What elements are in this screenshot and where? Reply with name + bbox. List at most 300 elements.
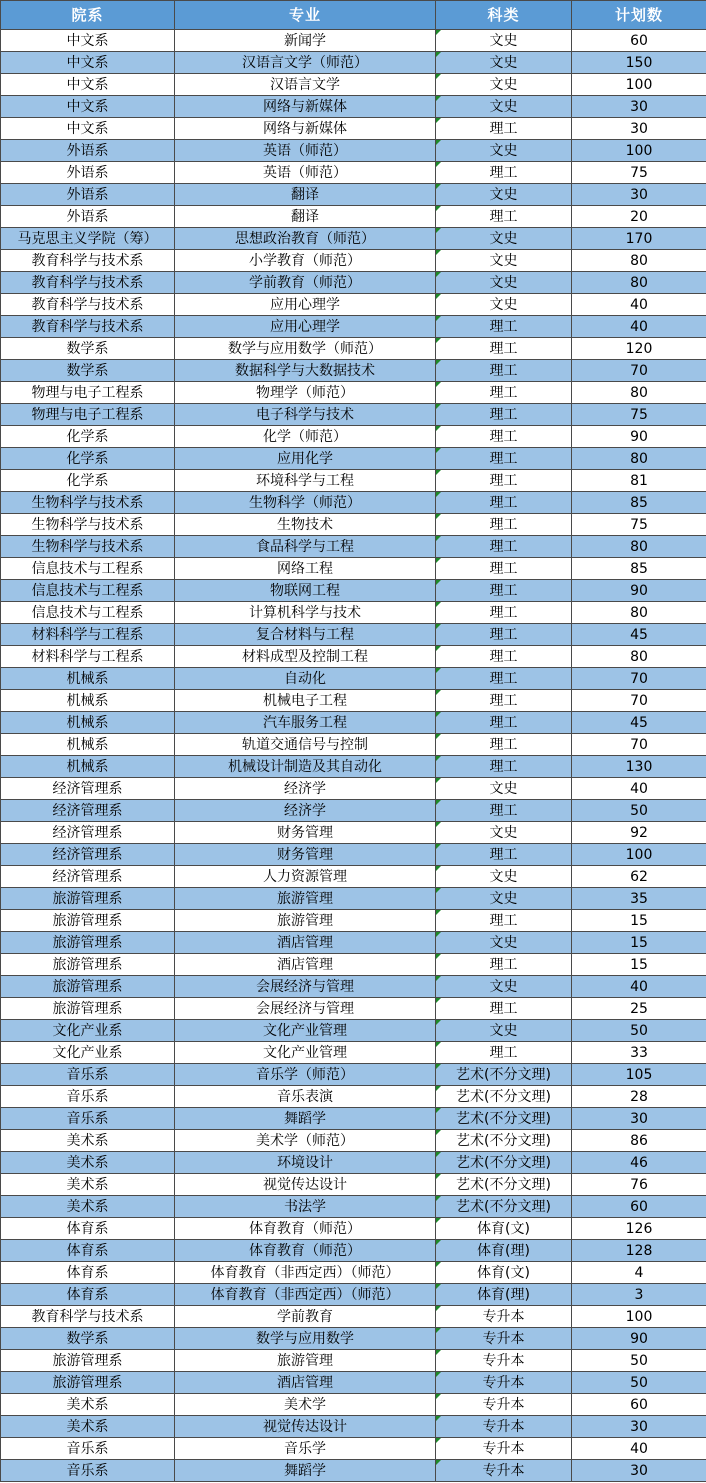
cell-category[interactable] — [436, 1416, 572, 1438]
cell-quota[interactable]: 15 — [572, 932, 706, 954]
cell-category[interactable] — [436, 492, 572, 514]
cell-category[interactable] — [436, 30, 572, 52]
cell-category-text: 理工 — [489, 318, 518, 335]
table-row — [1, 96, 706, 118]
cell-major[interactable]: 学前教育（师范） — [175, 272, 436, 294]
cell-quota[interactable]: 100 — [572, 74, 706, 96]
cell-category[interactable] — [436, 954, 572, 976]
cell-quota[interactable]: 40 — [572, 1438, 706, 1460]
cell-major[interactable]: 生物科学（师范） — [175, 492, 436, 514]
cell-college[interactable]: 教育科学与技术系 — [1, 316, 175, 338]
cell-college[interactable]: 机械系 — [1, 712, 175, 734]
cell-category[interactable] — [436, 844, 572, 866]
cell-category[interactable] — [436, 580, 572, 602]
table-row — [1, 602, 706, 624]
cell-quota[interactable]: 30 — [572, 1460, 706, 1482]
table-row — [1, 866, 706, 888]
cell-quota[interactable]: 15 — [572, 954, 706, 976]
cell-college[interactable]: 信息技术与工程系 — [1, 558, 175, 580]
cell-major[interactable]: 物理学（师范） — [175, 382, 436, 404]
cell-college[interactable]: 经济管理系 — [1, 800, 175, 822]
cell-category[interactable] — [436, 206, 572, 228]
cell-comment-flag-icon — [436, 888, 441, 893]
cell-college[interactable]: 经济管理系 — [1, 866, 175, 888]
cell-major[interactable]: 视觉传达设计 — [175, 1416, 436, 1438]
cell-category[interactable] — [436, 558, 572, 580]
cell-major[interactable]: 会展经济与管理 — [175, 998, 436, 1020]
cell-quota[interactable]: 15 — [572, 910, 706, 932]
cell-major[interactable]: 文化产业管理 — [175, 1042, 436, 1064]
cell-category[interactable] — [436, 514, 572, 536]
cell-major[interactable]: 旅游管理 — [175, 910, 436, 932]
cell-quota[interactable]: 50 — [572, 1350, 706, 1372]
cell-category[interactable] — [436, 250, 572, 272]
cell-major[interactable]: 书法学 — [175, 1196, 436, 1218]
cell-category[interactable] — [436, 932, 572, 954]
cell-category[interactable] — [436, 822, 572, 844]
cell-category[interactable] — [436, 1174, 572, 1196]
cell-category[interactable] — [436, 162, 572, 184]
cell-college[interactable]: 美术系 — [1, 1416, 175, 1438]
cell-category[interactable] — [436, 140, 572, 162]
cell-college[interactable]: 旅游管理系 — [1, 998, 175, 1020]
cell-comment-flag-icon — [436, 1394, 441, 1399]
cell-quota[interactable]: 120 — [572, 338, 706, 360]
cell-quota[interactable]: 46 — [572, 1152, 706, 1174]
cell-college[interactable]: 机械系 — [1, 756, 175, 778]
cell-quota[interactable]: 100 — [572, 844, 706, 866]
cell-major[interactable]: 体育教育（师范） — [175, 1218, 436, 1240]
cell-major[interactable]: 数据科学与大数据技术 — [175, 360, 436, 382]
cell-category[interactable] — [436, 712, 572, 734]
cell-category[interactable] — [436, 888, 572, 910]
cell-category[interactable] — [436, 184, 572, 206]
cell-major[interactable]: 汉语言文学 — [175, 74, 436, 96]
column-header-college[interactable]: 院系 — [1, 1, 175, 30]
cell-college[interactable]: 教育科学与技术系 — [1, 272, 175, 294]
cell-college[interactable]: 旅游管理系 — [1, 976, 175, 998]
cell-category[interactable] — [436, 800, 572, 822]
cell-quota[interactable]: 50 — [572, 1372, 706, 1394]
cell-major[interactable]: 酒店管理 — [175, 954, 436, 976]
cell-category[interactable] — [436, 668, 572, 690]
table-row — [1, 492, 706, 514]
cell-college[interactable]: 生物科学与技术系 — [1, 536, 175, 558]
cell-college[interactable]: 数学系 — [1, 1328, 175, 1350]
cell-college[interactable]: 化学系 — [1, 426, 175, 448]
cell-college[interactable]: 中文系 — [1, 52, 175, 74]
cell-category[interactable] — [436, 404, 572, 426]
cell-college[interactable]: 美术系 — [1, 1174, 175, 1196]
cell-quota[interactable]: 28 — [572, 1086, 706, 1108]
cell-comment-flag-icon — [436, 866, 441, 871]
cell-category[interactable] — [436, 360, 572, 382]
cell-major[interactable]: 体育教育（非西定西）（师范） — [175, 1284, 436, 1306]
cell-major[interactable]: 经济学 — [175, 778, 436, 800]
column-header-major[interactable]: 专业 — [175, 1, 436, 30]
cell-major[interactable]: 网络与新媒体 — [175, 118, 436, 140]
cell-major[interactable]: 人力资源管理 — [175, 866, 436, 888]
cell-category-text: 文史 — [489, 76, 518, 93]
cell-college[interactable]: 旅游管理系 — [1, 932, 175, 954]
cell-major[interactable]: 计算机科学与技术 — [175, 602, 436, 624]
cell-quota[interactable]: 40 — [572, 294, 706, 316]
cell-college[interactable]: 机械系 — [1, 668, 175, 690]
cell-college[interactable]: 数学系 — [1, 360, 175, 382]
column-header-quota[interactable]: 计划数 — [572, 1, 706, 30]
column-header-category[interactable]: 科类 — [436, 1, 572, 30]
cell-quota[interactable]: 80 — [572, 272, 706, 294]
cell-college[interactable]: 体育系 — [1, 1218, 175, 1240]
cell-major[interactable]: 财务管理 — [175, 822, 436, 844]
cell-college[interactable]: 体育系 — [1, 1262, 175, 1284]
cell-quota[interactable]: 4 — [572, 1262, 706, 1284]
cell-quota[interactable]: 90 — [572, 1328, 706, 1350]
cell-college[interactable]: 物理与电子工程系 — [1, 404, 175, 426]
cell-major[interactable]: 会展经济与管理 — [175, 976, 436, 998]
cell-quota[interactable]: 40 — [572, 316, 706, 338]
cell-category[interactable] — [436, 448, 572, 470]
cell-major[interactable]: 思想政治教育（师范） — [175, 228, 436, 250]
cell-quota[interactable]: 70 — [572, 360, 706, 382]
cell-college[interactable]: 机械系 — [1, 734, 175, 756]
cell-category-text: 理工 — [489, 956, 518, 973]
cell-category[interactable] — [436, 734, 572, 756]
cell-major[interactable]: 翻译 — [175, 184, 436, 206]
cell-college[interactable]: 体育系 — [1, 1284, 175, 1306]
cell-major[interactable]: 体育教育（非西定西）（师范） — [175, 1262, 436, 1284]
cell-major[interactable]: 化学（师范） — [175, 426, 436, 448]
cell-quota[interactable]: 170 — [572, 228, 706, 250]
cell-category[interactable] — [436, 1306, 572, 1328]
cell-quota[interactable]: 25 — [572, 998, 706, 1020]
table-row — [1, 470, 706, 492]
cell-category[interactable] — [436, 1152, 572, 1174]
cell-college[interactable]: 材料科学与工程系 — [1, 646, 175, 668]
cell-category[interactable] — [436, 96, 572, 118]
cell-major[interactable]: 汽车服务工程 — [175, 712, 436, 734]
cell-major[interactable]: 新闻学 — [175, 30, 436, 52]
cell-college[interactable]: 美术系 — [1, 1130, 175, 1152]
cell-college[interactable]: 信息技术与工程系 — [1, 580, 175, 602]
cell-category[interactable] — [436, 536, 572, 558]
cell-comment-flag-icon — [436, 162, 441, 167]
cell-college[interactable]: 外语系 — [1, 162, 175, 184]
cell-category-text: 专升本 — [482, 1352, 525, 1369]
cell-major[interactable]: 翻译 — [175, 206, 436, 228]
cell-major[interactable]: 应用心理学 — [175, 294, 436, 316]
cell-major[interactable]: 英语（师范） — [175, 140, 436, 162]
cell-college[interactable]: 外语系 — [1, 140, 175, 162]
cell-quota[interactable]: 128 — [572, 1240, 706, 1262]
cell-college[interactable]: 物理与电子工程系 — [1, 382, 175, 404]
cell-quota[interactable]: 86 — [572, 1130, 706, 1152]
cell-category[interactable] — [436, 1086, 572, 1108]
cell-college[interactable]: 中文系 — [1, 74, 175, 96]
cell-category[interactable] — [436, 1328, 572, 1350]
cell-quota[interactable]: 40 — [572, 976, 706, 998]
cell-quota[interactable]: 50 — [572, 800, 706, 822]
cell-major[interactable]: 经济学 — [175, 800, 436, 822]
cell-category[interactable] — [436, 118, 572, 140]
cell-major[interactable]: 环境设计 — [175, 1152, 436, 1174]
cell-major[interactable]: 生物技术 — [175, 514, 436, 536]
cell-major[interactable]: 数学与应用数学（师范） — [175, 338, 436, 360]
cell-major[interactable]: 文化产业管理 — [175, 1020, 436, 1042]
cell-college[interactable]: 旅游管理系 — [1, 1350, 175, 1372]
cell-major[interactable]: 汉语言文学（师范） — [175, 52, 436, 74]
cell-quota[interactable]: 30 — [572, 96, 706, 118]
cell-major[interactable]: 电子科学与技术 — [175, 404, 436, 426]
cell-college[interactable]: 美术系 — [1, 1152, 175, 1174]
cell-category[interactable] — [436, 1372, 572, 1394]
cell-major[interactable]: 机械电子工程 — [175, 690, 436, 712]
table-row — [1, 1416, 706, 1438]
table-row — [1, 360, 706, 382]
cell-college[interactable]: 中文系 — [1, 96, 175, 118]
cell-quota[interactable]: 45 — [572, 624, 706, 646]
cell-category-text: 理工 — [489, 604, 518, 621]
cell-major[interactable]: 财务管理 — [175, 844, 436, 866]
cell-quota[interactable]: 80 — [572, 382, 706, 404]
cell-quota[interactable]: 85 — [572, 492, 706, 514]
cell-category[interactable] — [436, 998, 572, 1020]
cell-comment-flag-icon — [436, 1328, 441, 1333]
cell-quota[interactable]: 45 — [572, 712, 706, 734]
cell-major[interactable]: 舞蹈学 — [175, 1108, 436, 1130]
cell-comment-flag-icon — [436, 470, 441, 475]
cell-category[interactable] — [436, 470, 572, 492]
cell-quota[interactable]: 60 — [572, 30, 706, 52]
cell-major[interactable]: 美术学（师范） — [175, 1130, 436, 1152]
cell-category[interactable] — [436, 294, 572, 316]
cell-major[interactable]: 旅游管理 — [175, 1350, 436, 1372]
cell-quota[interactable]: 3 — [572, 1284, 706, 1306]
cell-college[interactable]: 生物科学与技术系 — [1, 492, 175, 514]
cell-category[interactable] — [436, 52, 572, 74]
cell-category[interactable] — [436, 1394, 572, 1416]
cell-major[interactable]: 网络工程 — [175, 558, 436, 580]
cell-major[interactable]: 小学教育（师范） — [175, 250, 436, 272]
table-row — [1, 1218, 706, 1240]
cell-quota[interactable]: 60 — [572, 1196, 706, 1218]
cell-major[interactable]: 音乐学 — [175, 1438, 436, 1460]
cell-category[interactable] — [436, 1108, 572, 1130]
cell-major[interactable]: 环境科学与工程 — [175, 470, 436, 492]
cell-college[interactable]: 音乐系 — [1, 1108, 175, 1130]
cell-category[interactable] — [436, 690, 572, 712]
cell-quota[interactable]: 30 — [572, 1108, 706, 1130]
cell-college[interactable]: 马克思主义学院（筹） — [1, 228, 175, 250]
cell-major[interactable]: 数学与应用数学 — [175, 1328, 436, 1350]
cell-quota[interactable]: 20 — [572, 206, 706, 228]
cell-quota[interactable]: 80 — [572, 536, 706, 558]
cell-quota[interactable]: 75 — [572, 514, 706, 536]
cell-comment-flag-icon — [436, 382, 441, 387]
cell-category[interactable] — [436, 1042, 572, 1064]
cell-quota[interactable]: 100 — [572, 1306, 706, 1328]
cell-college[interactable]: 音乐系 — [1, 1460, 175, 1482]
cell-category[interactable] — [436, 228, 572, 250]
cell-category[interactable] — [436, 756, 572, 778]
cell-quota[interactable]: 33 — [572, 1042, 706, 1064]
cell-comment-flag-icon — [436, 558, 441, 563]
cell-quota[interactable]: 30 — [572, 1416, 706, 1438]
cell-category[interactable] — [436, 602, 572, 624]
cell-quota[interactable]: 30 — [572, 184, 706, 206]
cell-college[interactable]: 数学系 — [1, 338, 175, 360]
cell-major[interactable]: 音乐表演 — [175, 1086, 436, 1108]
cell-major[interactable]: 自动化 — [175, 668, 436, 690]
cell-college[interactable]: 外语系 — [1, 206, 175, 228]
cell-category[interactable] — [436, 1240, 572, 1262]
cell-quota[interactable]: 92 — [572, 822, 706, 844]
cell-quota[interactable]: 70 — [572, 668, 706, 690]
cell-quota[interactable]: 105 — [572, 1064, 706, 1086]
cell-quota[interactable]: 80 — [572, 448, 706, 470]
cell-category[interactable] — [436, 316, 572, 338]
cell-major[interactable]: 舞蹈学 — [175, 1460, 436, 1482]
cell-quota[interactable]: 40 — [572, 778, 706, 800]
cell-category[interactable] — [436, 1438, 572, 1460]
cell-quota[interactable]: 76 — [572, 1174, 706, 1196]
cell-major[interactable]: 食品科学与工程 — [175, 536, 436, 558]
cell-college[interactable]: 外语系 — [1, 184, 175, 206]
cell-college[interactable]: 经济管理系 — [1, 844, 175, 866]
cell-major[interactable]: 体育教育（师范） — [175, 1240, 436, 1262]
cell-quota[interactable]: 80 — [572, 646, 706, 668]
cell-college[interactable]: 美术系 — [1, 1394, 175, 1416]
cell-college[interactable]: 信息技术与工程系 — [1, 602, 175, 624]
cell-quota[interactable]: 70 — [572, 690, 706, 712]
table-row — [1, 998, 706, 1020]
cell-college[interactable]: 旅游管理系 — [1, 954, 175, 976]
cell-category[interactable] — [436, 624, 572, 646]
cell-college[interactable]: 中文系 — [1, 118, 175, 140]
cell-category-text: 理工 — [489, 1044, 518, 1061]
cell-quota[interactable]: 85 — [572, 558, 706, 580]
cell-category[interactable] — [436, 866, 572, 888]
cell-college[interactable]: 经济管理系 — [1, 778, 175, 800]
cell-major[interactable]: 英语（师范） — [175, 162, 436, 184]
cell-category[interactable] — [436, 1064, 572, 1086]
cell-category[interactable] — [436, 1262, 572, 1284]
cell-category[interactable] — [436, 74, 572, 96]
cell-category[interactable] — [436, 272, 572, 294]
cell-quota[interactable]: 130 — [572, 756, 706, 778]
cell-college[interactable]: 中文系 — [1, 30, 175, 52]
cell-college[interactable]: 旅游管理系 — [1, 888, 175, 910]
cell-category[interactable] — [436, 1350, 572, 1372]
cell-major[interactable]: 机械设计制造及其自动化 — [175, 756, 436, 778]
cell-category[interactable] — [436, 646, 572, 668]
cell-comment-flag-icon — [436, 976, 441, 981]
cell-major[interactable]: 音乐学（师范） — [175, 1064, 436, 1086]
cell-major[interactable]: 轨道交通信号与控制 — [175, 734, 436, 756]
cell-quota[interactable]: 90 — [572, 426, 706, 448]
cell-comment-flag-icon — [436, 602, 441, 607]
cell-quota[interactable]: 126 — [572, 1218, 706, 1240]
cell-category[interactable] — [436, 382, 572, 404]
cell-major[interactable]: 学前教育 — [175, 1306, 436, 1328]
cell-quota[interactable]: 81 — [572, 470, 706, 492]
cell-major[interactable]: 材料成型及控制工程 — [175, 646, 436, 668]
cell-category[interactable] — [436, 426, 572, 448]
cell-major[interactable]: 酒店管理 — [175, 932, 436, 954]
cell-college[interactable]: 化学系 — [1, 470, 175, 492]
cell-college[interactable]: 音乐系 — [1, 1064, 175, 1086]
cell-quota[interactable]: 150 — [572, 52, 706, 74]
cell-category-text: 艺术(不分文理) — [456, 1110, 551, 1127]
cell-college[interactable]: 材料科学与工程系 — [1, 624, 175, 646]
cell-college[interactable]: 旅游管理系 — [1, 910, 175, 932]
cell-category-text: 理工 — [489, 450, 518, 467]
cell-quota[interactable]: 80 — [572, 602, 706, 624]
cell-quota[interactable]: 80 — [572, 250, 706, 272]
cell-quota[interactable]: 90 — [572, 580, 706, 602]
cell-major[interactable]: 复合材料与工程 — [175, 624, 436, 646]
cell-college[interactable]: 音乐系 — [1, 1438, 175, 1460]
cell-category[interactable] — [436, 1460, 572, 1482]
cell-category[interactable] — [436, 976, 572, 998]
cell-quota[interactable]: 75 — [572, 404, 706, 426]
cell-college[interactable]: 教育科学与技术系 — [1, 250, 175, 272]
cell-major[interactable]: 应用化学 — [175, 448, 436, 470]
cell-quota[interactable]: 60 — [572, 1394, 706, 1416]
cell-college[interactable]: 旅游管理系 — [1, 1372, 175, 1394]
cell-college[interactable]: 教育科学与技术系 — [1, 294, 175, 316]
cell-category[interactable] — [436, 910, 572, 932]
cell-major[interactable]: 美术学 — [175, 1394, 436, 1416]
cell-college[interactable]: 生物科学与技术系 — [1, 514, 175, 536]
cell-category[interactable] — [436, 1284, 572, 1306]
cell-major[interactable]: 酒店管理 — [175, 1372, 436, 1394]
cell-category[interactable] — [436, 1020, 572, 1042]
cell-major[interactable]: 网络与新媒体 — [175, 96, 436, 118]
cell-major[interactable]: 应用心理学 — [175, 316, 436, 338]
cell-category[interactable] — [436, 1196, 572, 1218]
cell-quota[interactable]: 50 — [572, 1020, 706, 1042]
cell-college[interactable]: 机械系 — [1, 690, 175, 712]
cell-category[interactable] — [436, 338, 572, 360]
cell-quota[interactable]: 35 — [572, 888, 706, 910]
cell-category[interactable] — [436, 1218, 572, 1240]
cell-college[interactable]: 文化产业系 — [1, 1020, 175, 1042]
cell-major[interactable]: 旅游管理 — [175, 888, 436, 910]
cell-college[interactable]: 化学系 — [1, 448, 175, 470]
cell-college[interactable]: 文化产业系 — [1, 1042, 175, 1064]
cell-quota[interactable]: 100 — [572, 140, 706, 162]
table-row — [1, 646, 706, 668]
cell-category-text: 体育(理) — [477, 1242, 530, 1259]
cell-college[interactable]: 教育科学与技术系 — [1, 1306, 175, 1328]
cell-major[interactable]: 视觉传达设计 — [175, 1174, 436, 1196]
table-row — [1, 1460, 706, 1482]
cell-major[interactable]: 物联网工程 — [175, 580, 436, 602]
cell-college[interactable]: 体育系 — [1, 1240, 175, 1262]
cell-quota[interactable]: 30 — [572, 118, 706, 140]
cell-college[interactable]: 美术系 — [1, 1196, 175, 1218]
cell-quota[interactable]: 70 — [572, 734, 706, 756]
cell-college[interactable]: 经济管理系 — [1, 822, 175, 844]
cell-quota[interactable]: 75 — [572, 162, 706, 184]
cell-category[interactable] — [436, 778, 572, 800]
cell-comment-flag-icon — [436, 1438, 441, 1443]
cell-quota[interactable]: 62 — [572, 866, 706, 888]
cell-category[interactable] — [436, 1130, 572, 1152]
cell-college[interactable]: 音乐系 — [1, 1086, 175, 1108]
cell-category-text: 文史 — [489, 890, 518, 907]
